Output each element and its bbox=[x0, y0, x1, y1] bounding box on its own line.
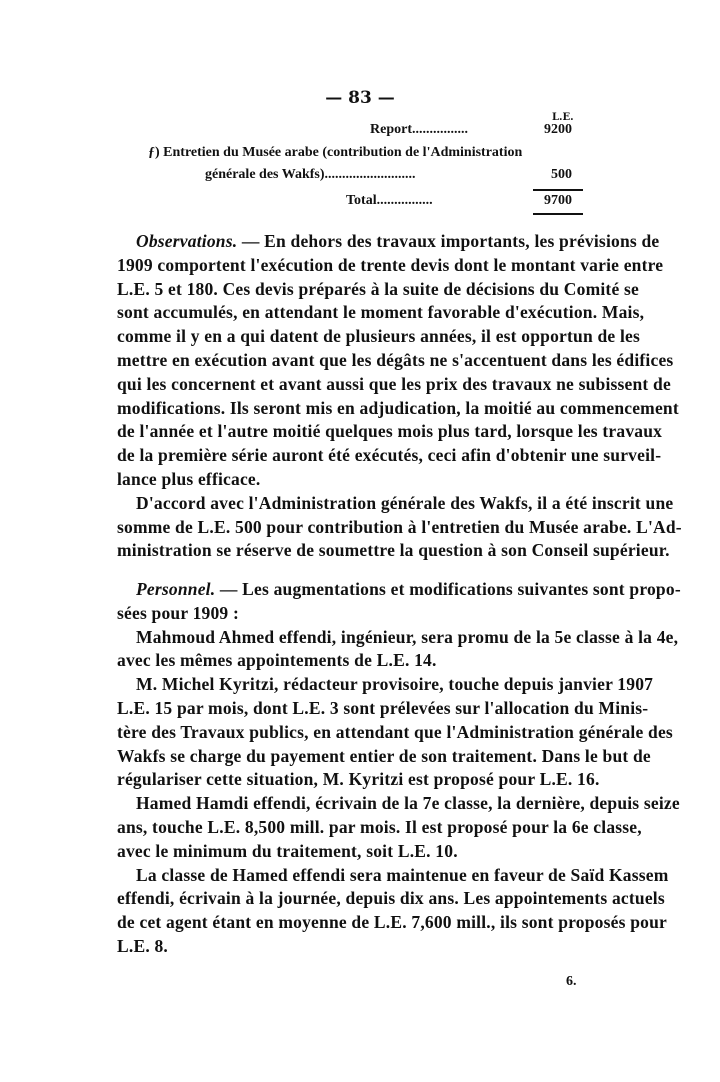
musee-label-line1: ƒ) Entretien du Musée arabe (contribution de l'Administration bbox=[148, 145, 523, 160]
page-number-header: — 83 — bbox=[325, 88, 395, 108]
text-line: sont accumulés, en attendant le moment favorable d'exécution. Mais, bbox=[117, 302, 645, 323]
text-line: effendi, écrivain à la journée, depuis dix ans. Les appointements actuels bbox=[117, 888, 665, 909]
total-label: Total................ bbox=[346, 193, 433, 208]
observations-heading: Observations. bbox=[136, 231, 238, 251]
text-line: sées pour 1909 : bbox=[117, 602, 239, 623]
text-line: somme de L.E. 500 pour contribution à l'entretien du Musée arabe. L'Ad- bbox=[117, 516, 682, 537]
text-line: ministration se réserve de soumettre la question à son Conseil supérieur. bbox=[117, 540, 670, 561]
text-line: mettre en exécution avant que les dégâts ne s'accentuent dans les édifices bbox=[117, 349, 674, 370]
musee-label-line2: générale des Wakfs).......................... bbox=[205, 167, 416, 182]
report-label: Report................ bbox=[370, 122, 468, 137]
text-line: tère des Travaux publics, en attendant que l'Administration générale des bbox=[117, 721, 673, 742]
text-line: L.E. 15 par mois, dont L.E. 3 sont prélevées sur l'allocation du Minis- bbox=[117, 697, 649, 718]
text-line: avec le minimum du traitement, soit L.E. 10. bbox=[117, 840, 458, 861]
text-span: — Les augmentations et modifications suivantes sont propo- bbox=[215, 579, 681, 599]
personnel-section bbox=[117, 578, 681, 959]
text-line: L.E. 5 et 180. Ces devis préparés à la suite de décisions du Comité se bbox=[117, 278, 639, 299]
sum-rule bbox=[533, 189, 583, 191]
text-line: 1909 comportent l'exécution de trente devis dont le montant varie entre bbox=[117, 254, 664, 275]
text-line: L.E. 8. bbox=[117, 935, 168, 956]
text-line: ans, touche L.E. 8,500 mill. par mois. Il est proposé pour la 6e classe, bbox=[117, 816, 642, 837]
text-line: de l'année et l'autre moitié quelques mois plus tard, lorsque les travaux bbox=[117, 421, 663, 442]
text-line: régulariser cette situation, M. Kyritzi est proposé pour L.E. 16. bbox=[117, 769, 600, 790]
text-line: avec les mêmes appointements de L.E. 14. bbox=[117, 650, 437, 671]
text-line: M. Michel Kyritzi, rédacteur provisoire, touche depuis janvier 1907 bbox=[136, 674, 654, 695]
musee-amount: 500 bbox=[551, 167, 572, 182]
total-rule bbox=[533, 213, 583, 215]
report-amount: 9200 bbox=[544, 122, 572, 137]
text-line: qui les concernent et avant aussi que les prix des travaux ne subissent de bbox=[117, 373, 671, 394]
text-line: La classe de Hamed effendi sera maintenue en faveur de Saïd Kassem bbox=[136, 864, 669, 885]
text-line: lance plus efficace. bbox=[117, 468, 261, 489]
text-line bbox=[117, 230, 660, 254]
personnel-heading: Personnel. bbox=[136, 579, 216, 599]
text-line: de cet agent étant en moyenne de L.E. 7,600 mill., ils sont proposés pour bbox=[117, 912, 667, 933]
signature-mark: 6. bbox=[566, 974, 577, 989]
text-line: Hamed Hamdi effendi, écrivain de la 7e classe, la dernière, depuis seize bbox=[136, 793, 680, 814]
total-amount: 9700 bbox=[544, 193, 572, 208]
text-line: Wakfs se charge du payement entier de son traitement. Dans le but de bbox=[117, 745, 651, 766]
text-line: modifications. Ils seront mis en adjudication, la moitié au commencement bbox=[117, 397, 679, 418]
text-line: comme il y en a qui datent de plusieurs années, il est opportun de les bbox=[117, 326, 640, 347]
text-line: Mahmoud Ahmed effendi, ingénieur, sera promu de la 5e classe à la 4e, bbox=[136, 626, 679, 647]
text-line: de la première série auront été exécutés, ceci afin d'obtenir une surveil- bbox=[117, 445, 662, 466]
text-span: — En dehors des travaux importants, les prévisions de bbox=[237, 231, 660, 251]
text-line: D'accord avec l'Administration générale des Wakfs, il a été inscrit une bbox=[136, 492, 674, 513]
currency-label: L.E. bbox=[552, 112, 574, 123]
text-line bbox=[117, 578, 681, 602]
observations-section bbox=[117, 230, 682, 563]
